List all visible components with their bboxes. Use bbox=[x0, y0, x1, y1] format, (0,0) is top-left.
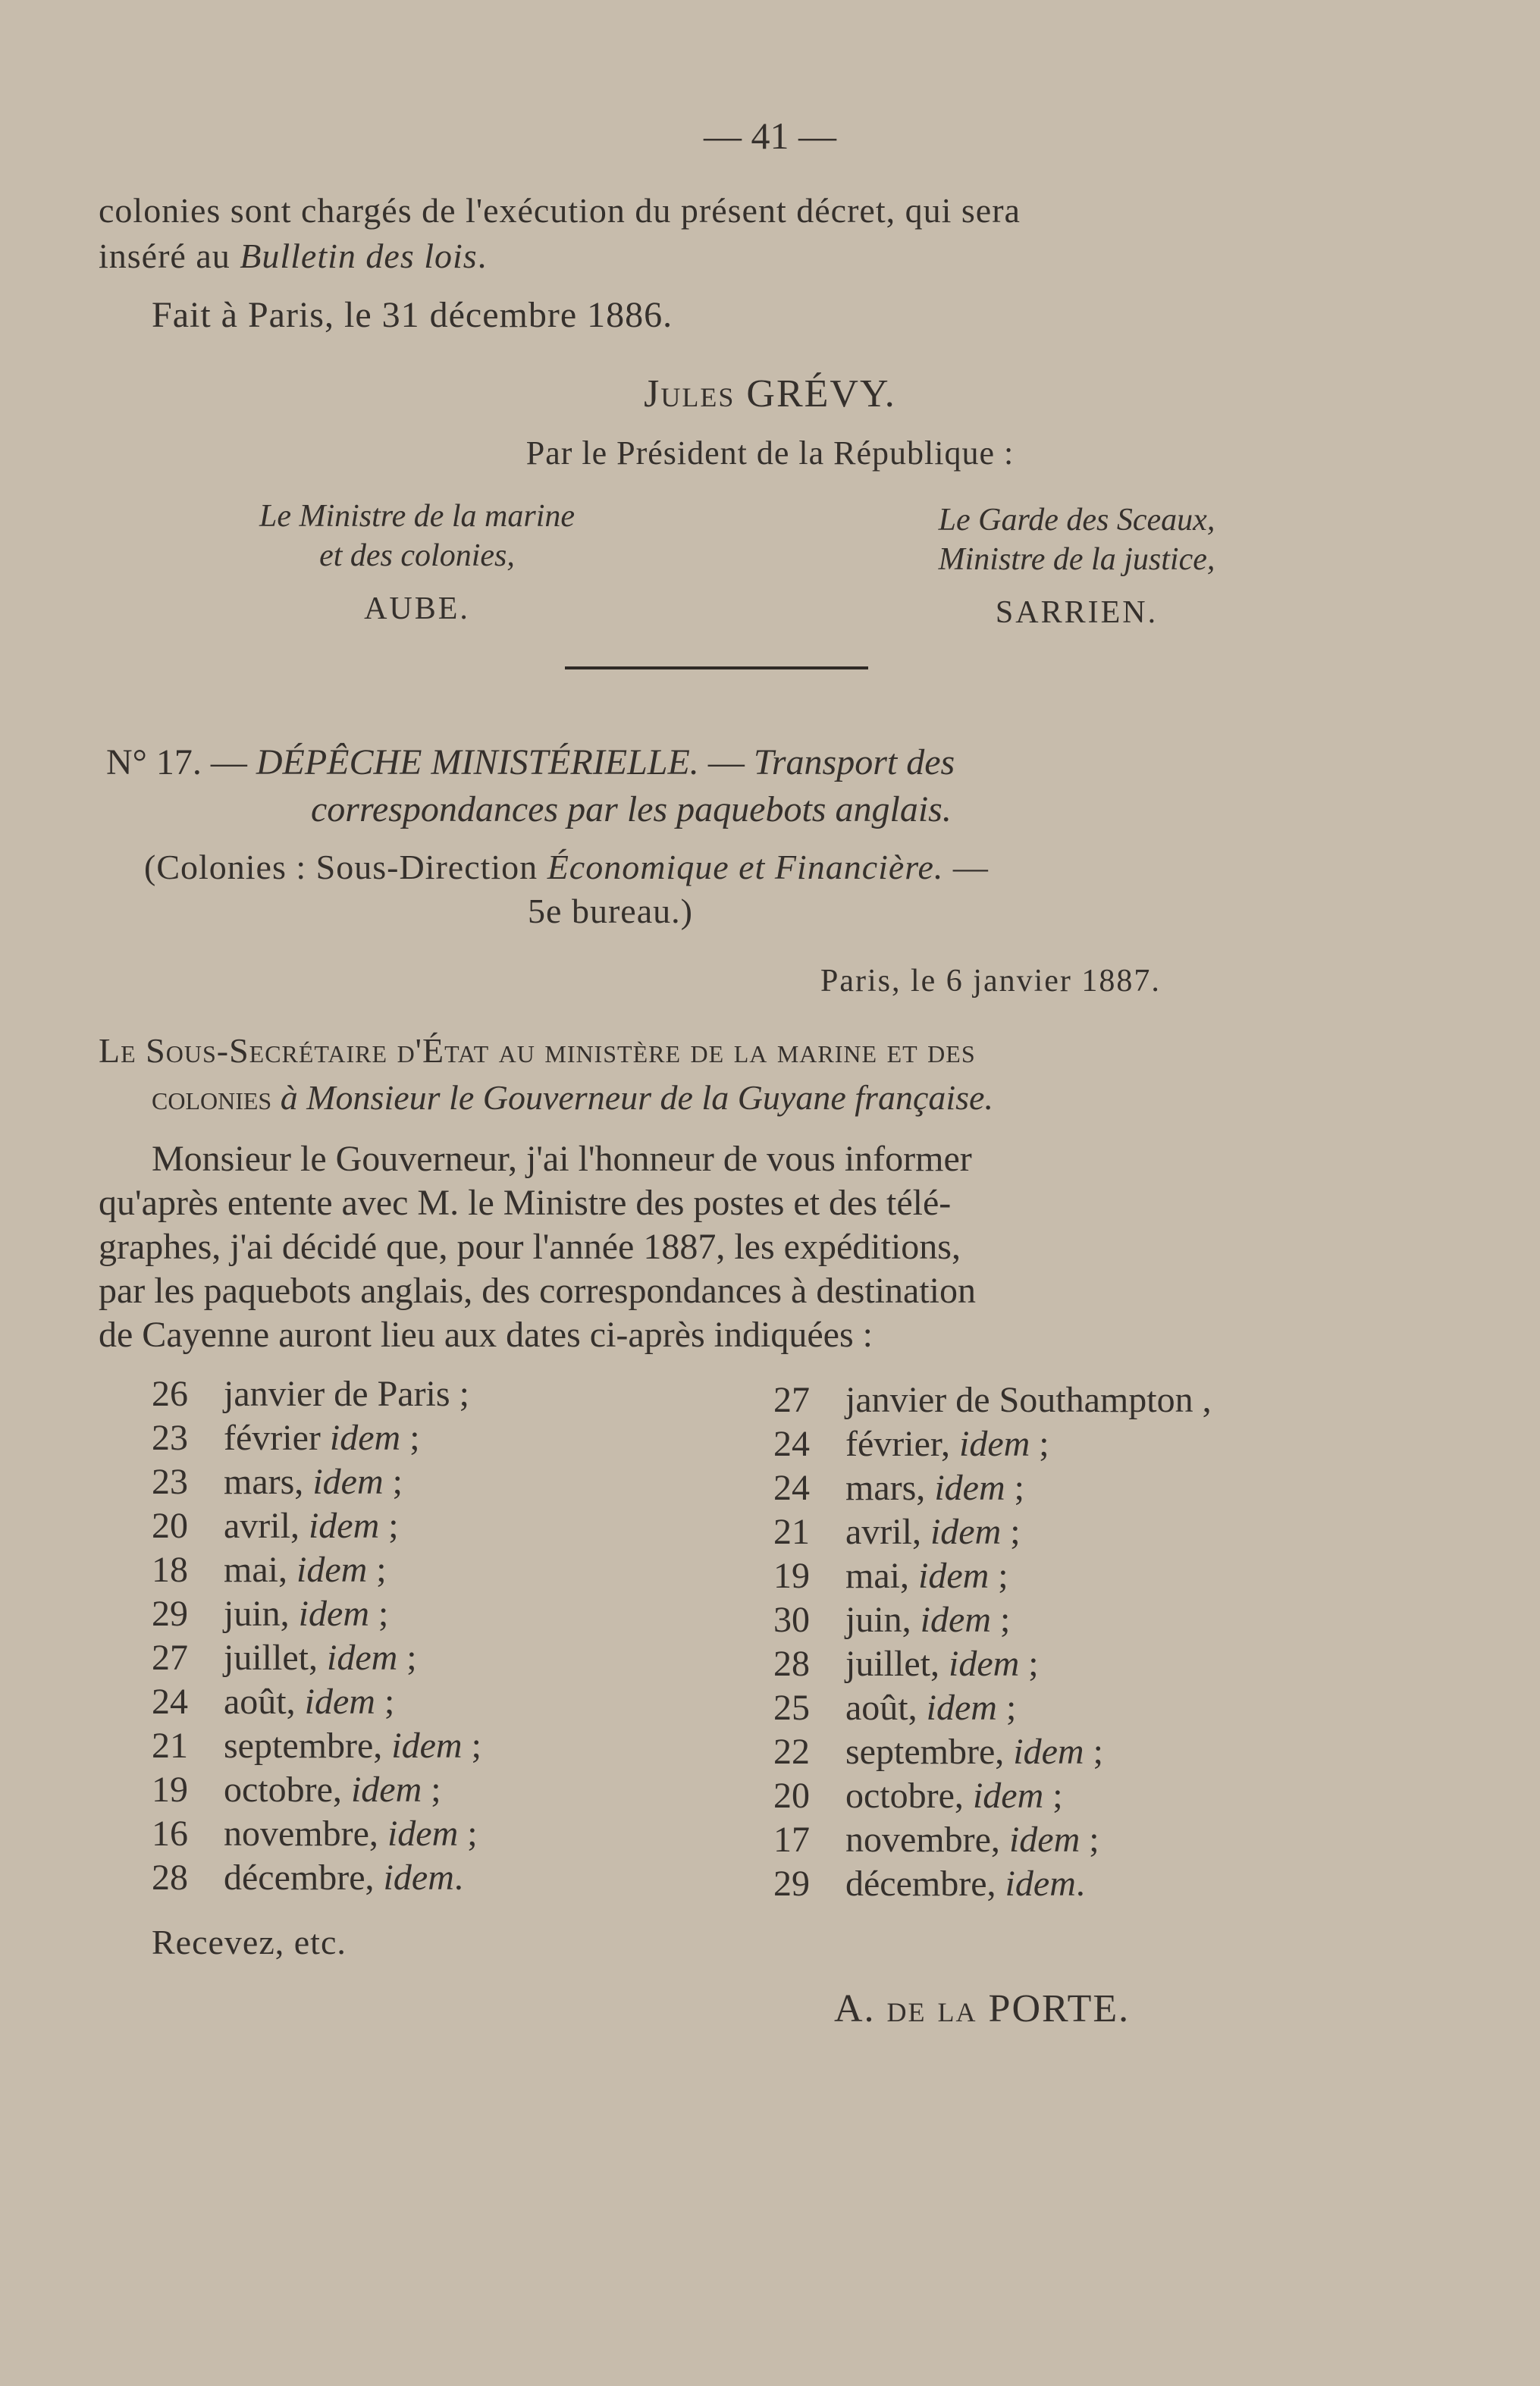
minister-justice-name: SARRIEN. bbox=[995, 595, 1159, 630]
departure-day: 28 bbox=[152, 1858, 188, 1898]
departure-punct: ; bbox=[379, 1506, 399, 1546]
departure-idem: idem bbox=[972, 1776, 1044, 1816]
colonies-direction-name: Économique et Financière. bbox=[547, 848, 944, 886]
departure-punct: ; bbox=[383, 1462, 403, 1502]
bulletin-title: Bulletin des lois bbox=[240, 237, 478, 275]
departure-row bbox=[152, 1856, 481, 1900]
departure-row bbox=[773, 1774, 1212, 1818]
departure-row bbox=[773, 1730, 1212, 1774]
departure-row bbox=[152, 1592, 481, 1636]
departure-month: août, bbox=[845, 1688, 927, 1728]
colonies-suffix: — bbox=[943, 848, 989, 886]
departure-month: mai, bbox=[845, 1556, 918, 1596]
departure-row bbox=[773, 1642, 1212, 1686]
departure-idem: idem bbox=[948, 1644, 1020, 1684]
departure-idem: idem bbox=[350, 1770, 422, 1810]
departure-row bbox=[773, 1466, 1212, 1510]
departure-idem: idem bbox=[1008, 1820, 1081, 1860]
dispatch-title: DÉPÊCHE MINISTÉRIELLE. bbox=[256, 742, 699, 782]
departure-day: 28 bbox=[773, 1644, 810, 1684]
departure-month: mai, bbox=[224, 1550, 296, 1590]
departure-idem: idem bbox=[934, 1468, 1005, 1508]
departure-idem: idem bbox=[926, 1688, 997, 1728]
departure-month: avril, bbox=[845, 1512, 930, 1552]
departure-punct: . bbox=[1075, 1864, 1085, 1904]
departure-punct: ; bbox=[367, 1550, 387, 1590]
departure-punct: ; bbox=[400, 1418, 420, 1458]
departure-row bbox=[773, 1510, 1212, 1554]
departure-row bbox=[773, 1818, 1212, 1862]
departure-day: 27 bbox=[152, 1638, 188, 1678]
address-line-1: Le Sous-Secrétaire d'État au ministère de la marine et des bbox=[99, 1031, 976, 1070]
departure-month: juin, bbox=[845, 1600, 921, 1640]
departure-day: 27 bbox=[773, 1380, 810, 1420]
departure-day: 20 bbox=[152, 1506, 188, 1546]
minister-justice-title-1: Le Garde des Sceaux, bbox=[938, 503, 1215, 538]
departure-month: novembre, bbox=[224, 1814, 387, 1854]
body-line-4: par les paquebots anglais, des correspondances à destination bbox=[99, 1271, 976, 1311]
departure-idem: idem bbox=[930, 1512, 1002, 1552]
departure-day: 17 bbox=[773, 1820, 810, 1860]
departure-row bbox=[152, 1636, 481, 1680]
departure-day: 26 bbox=[152, 1374, 188, 1414]
departure-idem: idem bbox=[1013, 1732, 1084, 1772]
colonies-prefix: (Colonies : Sous-Direction bbox=[144, 848, 547, 886]
section-divider bbox=[565, 666, 868, 669]
departure-idem: idem bbox=[383, 1858, 454, 1898]
minister-justice-title-2: Ministre de la justice, bbox=[938, 542, 1215, 577]
departure-row bbox=[152, 1768, 481, 1812]
body-line-3: graphes, j'ai décidé que, pour l'année 1887, les expéditions, bbox=[99, 1227, 961, 1267]
dateline: Paris, le 6 janvier 1887. bbox=[820, 964, 1161, 999]
decree-ending-line-2 bbox=[99, 234, 1021, 279]
fait-a-paris: Fait à Paris, le 31 décembre 1886. bbox=[152, 295, 673, 335]
departure-row bbox=[773, 1686, 1212, 1730]
departure-idem: idem bbox=[1005, 1864, 1076, 1904]
departure-punct: ; bbox=[1001, 1512, 1021, 1552]
departure-day: 22 bbox=[773, 1732, 810, 1772]
departure-punct: ; bbox=[1043, 1776, 1063, 1816]
departure-day: 16 bbox=[152, 1814, 188, 1854]
departure-month: février bbox=[224, 1418, 330, 1458]
departure-row bbox=[152, 1680, 481, 1724]
departure-idem: idem bbox=[329, 1418, 401, 1458]
departure-row bbox=[152, 1724, 481, 1768]
departure-day: 23 bbox=[152, 1462, 188, 1502]
departure-day: 18 bbox=[152, 1550, 188, 1590]
departure-day: 21 bbox=[152, 1726, 188, 1766]
departure-day: 19 bbox=[773, 1556, 810, 1596]
dispatch-separator: — bbox=[698, 742, 754, 782]
departure-row bbox=[152, 1504, 481, 1548]
departure-month: juillet, bbox=[845, 1644, 949, 1684]
departure-punct: ; bbox=[1030, 1424, 1049, 1464]
decree-ending-paragraph bbox=[99, 188, 1021, 279]
colonies-direction bbox=[144, 845, 1319, 933]
departure-punct: ; bbox=[462, 1726, 481, 1766]
departure-punct: ; bbox=[1084, 1732, 1103, 1772]
departure-punct: ; bbox=[989, 1556, 1008, 1596]
departure-punct: ; bbox=[458, 1814, 478, 1854]
president-signature: Jules GRÉVY. bbox=[644, 372, 896, 415]
departure-month: mars, bbox=[224, 1462, 313, 1502]
dispatch-heading bbox=[106, 739, 1350, 833]
departure-month: décembre, bbox=[845, 1864, 1005, 1904]
minister-marine-name: AUBE. bbox=[364, 591, 470, 626]
departure-punct: ; bbox=[1080, 1820, 1099, 1860]
departure-row bbox=[773, 1862, 1212, 1906]
minister-marine-title-2: et des colonies, bbox=[319, 538, 515, 573]
departure-punct: ; bbox=[375, 1682, 395, 1722]
departure-idem: idem bbox=[298, 1594, 369, 1634]
departure-punct: ; bbox=[1019, 1644, 1039, 1684]
departure-day: 21 bbox=[773, 1512, 810, 1552]
departure-month: mars, bbox=[845, 1468, 935, 1508]
departure-punct: ; bbox=[422, 1770, 441, 1810]
departure-month: octobre, bbox=[845, 1776, 973, 1816]
minister-justice-block bbox=[849, 500, 1304, 632]
body-line-1: Monsieur le Gouverneur, j'ai l'honneur de vous informer bbox=[152, 1139, 972, 1179]
departure-idem: idem bbox=[958, 1424, 1030, 1464]
departure-month: janvier de Paris ; bbox=[224, 1374, 469, 1414]
departure-punct: ; bbox=[369, 1594, 389, 1634]
departure-idem: idem bbox=[296, 1550, 368, 1590]
departure-row bbox=[773, 1378, 1212, 1422]
departure-row bbox=[152, 1548, 481, 1592]
departure-month: novembre, bbox=[845, 1820, 1009, 1860]
departure-punct: ; bbox=[1005, 1468, 1024, 1508]
address-prefix: colonies bbox=[152, 1078, 281, 1117]
dispatch-subject-2: correspondances par les paquebots anglais. bbox=[311, 789, 952, 829]
minister-marine-title-1: Le Ministre de la marine bbox=[259, 499, 576, 534]
decree-ending-text: inséré au bbox=[99, 237, 240, 275]
colonies-bureau: 5e bureau.) bbox=[528, 892, 693, 930]
departure-month: septembre, bbox=[224, 1726, 392, 1766]
departure-month: février, bbox=[845, 1424, 959, 1464]
page-number: — 41 — bbox=[704, 114, 836, 157]
departure-month: juin, bbox=[224, 1594, 299, 1634]
dispatch-number: N° 17. — bbox=[106, 742, 256, 782]
departure-idem: idem bbox=[326, 1638, 398, 1678]
departure-day: 29 bbox=[152, 1594, 188, 1634]
departure-day: 20 bbox=[773, 1776, 810, 1816]
departure-idem: idem bbox=[387, 1814, 459, 1854]
departure-row bbox=[152, 1812, 481, 1856]
departure-day: 25 bbox=[773, 1688, 810, 1728]
decree-ending-punct: . bbox=[477, 237, 488, 275]
departure-day: 29 bbox=[773, 1864, 810, 1904]
departure-month: décembre, bbox=[224, 1858, 384, 1898]
final-signature: A. de la PORTE. bbox=[834, 1987, 1131, 2030]
departure-punct: . bbox=[453, 1858, 463, 1898]
dispatch-heading-line-1 bbox=[106, 739, 1350, 786]
address-recipient: à Monsieur le Gouverneur de la Guyane française. bbox=[280, 1078, 993, 1117]
departure-punct: ; bbox=[996, 1688, 1017, 1728]
departure-day: 30 bbox=[773, 1600, 810, 1640]
departure-idem: idem bbox=[917, 1556, 990, 1596]
letter-body bbox=[99, 1137, 1350, 1357]
minister-marine-block bbox=[174, 497, 660, 629]
departure-month: janvier de Southampton , bbox=[845, 1380, 1212, 1420]
decree-ending-line-1: colonies sont chargés de l'exécution du présent décret, qui sera bbox=[99, 191, 1021, 230]
departure-month: août, bbox=[224, 1682, 305, 1722]
colonies-line-1 bbox=[144, 845, 1319, 889]
departure-day: 23 bbox=[152, 1418, 188, 1458]
departure-day: 24 bbox=[152, 1682, 188, 1722]
departure-idem: idem bbox=[308, 1506, 380, 1546]
departure-month: avril, bbox=[224, 1506, 309, 1546]
departure-idem: idem bbox=[304, 1682, 375, 1722]
departure-idem: idem bbox=[312, 1462, 384, 1502]
southampton-departures-list bbox=[773, 1378, 1212, 1906]
departure-row bbox=[152, 1372, 481, 1416]
departure-idem: idem bbox=[391, 1726, 463, 1766]
dispatch-subject-1: Transport des bbox=[753, 742, 955, 782]
departure-row bbox=[152, 1416, 481, 1460]
departure-punct: ; bbox=[397, 1638, 417, 1678]
departure-day: 19 bbox=[152, 1770, 188, 1810]
par-le-president: Par le Président de la République : bbox=[525, 434, 1015, 472]
departure-month: juillet, bbox=[224, 1638, 327, 1678]
departure-idem: idem bbox=[920, 1600, 991, 1640]
closing-formula: Recevez, etc. bbox=[152, 1923, 347, 1961]
departure-month: septembre, bbox=[845, 1732, 1014, 1772]
address-block bbox=[99, 1027, 1350, 1121]
departure-day: 24 bbox=[773, 1424, 810, 1464]
departure-row bbox=[773, 1598, 1212, 1642]
departure-punct: ; bbox=[990, 1600, 1011, 1640]
departure-row bbox=[773, 1554, 1212, 1598]
departure-day: 24 bbox=[773, 1468, 810, 1508]
departure-row bbox=[773, 1422, 1212, 1466]
body-line-2: qu'après entente avec M. le Ministre des postes et des télé- bbox=[99, 1183, 952, 1223]
departure-month: octobre, bbox=[224, 1770, 351, 1810]
paris-departures-list bbox=[152, 1372, 481, 1900]
address-line-2 bbox=[99, 1074, 1350, 1121]
departure-row bbox=[152, 1460, 481, 1504]
body-line-5: de Cayenne auront lieu aux dates ci-après indiquées : bbox=[99, 1315, 873, 1355]
